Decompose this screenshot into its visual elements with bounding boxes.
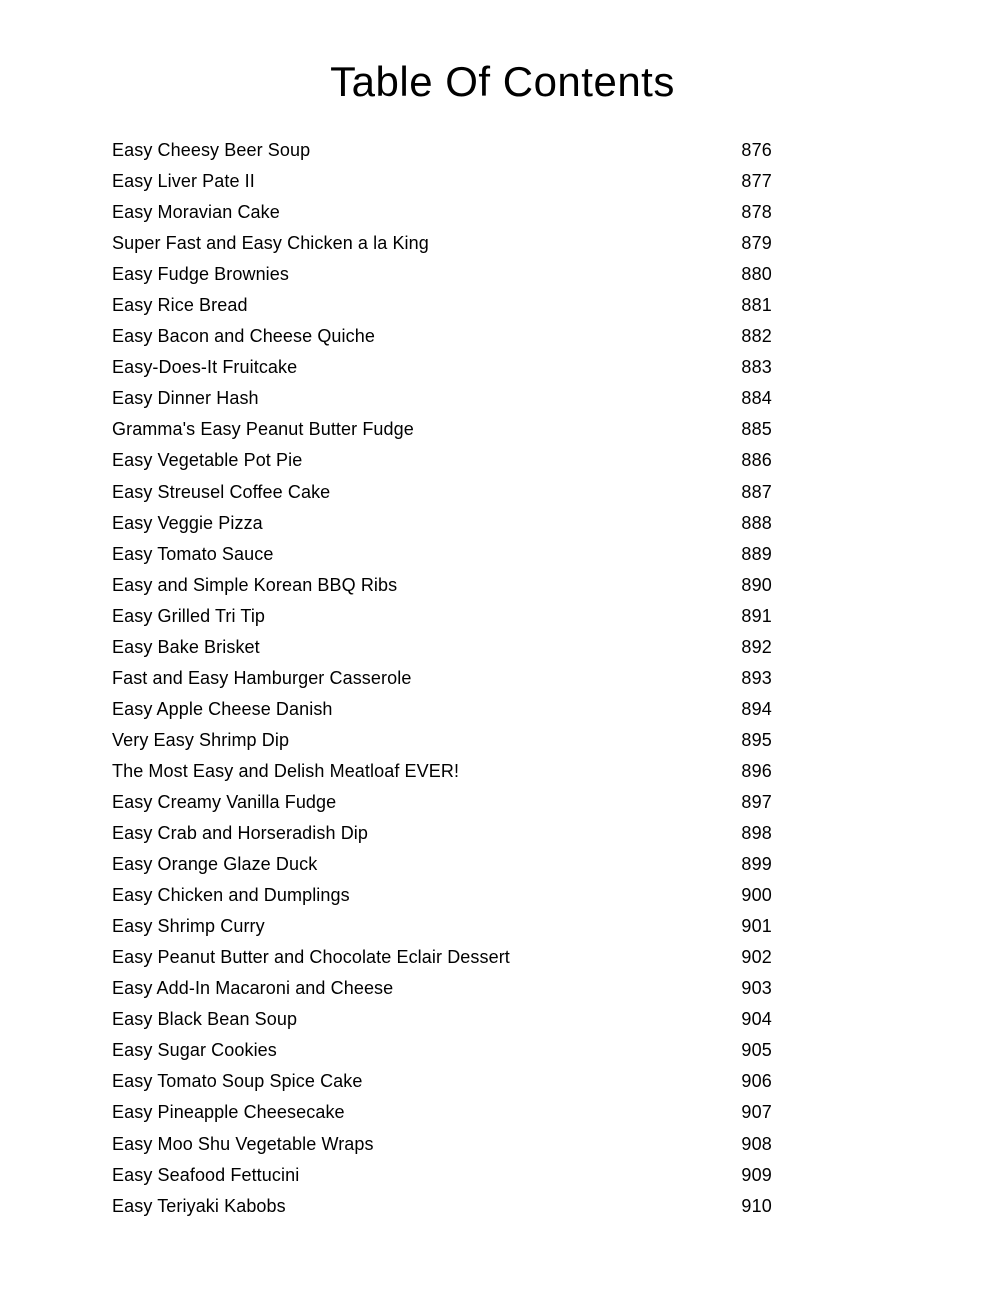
- toc-entry-page: 876: [741, 140, 772, 160]
- toc-entry-page: 886: [741, 450, 772, 471]
- toc-row: [112, 1035, 772, 1066]
- toc-entry-title: Easy Peanut Butter and Chocolate Eclair Dessert: [112, 947, 510, 968]
- toc-entry-title: Easy Fudge Brownies: [112, 264, 289, 285]
- toc-row: [112, 787, 772, 818]
- toc-entry-title: Easy Black Bean Soup: [112, 1009, 298, 1030]
- toc-entry-page: 880: [741, 264, 772, 285]
- toc-row: [112, 818, 772, 849]
- toc-row: [112, 663, 772, 694]
- toc-entry-page: 900: [741, 885, 772, 906]
- toc-row: [112, 1160, 772, 1191]
- toc-row: [112, 1191, 772, 1222]
- toc-entry-title: Easy Pineapple Cheesecake: [112, 1102, 345, 1123]
- toc-entry-title: Easy Shrimp Curry: [112, 916, 265, 937]
- toc-row: [112, 477, 772, 508]
- toc-row: [112, 632, 772, 663]
- toc-row: [112, 197, 772, 228]
- toc-entry-title: Very Easy Shrimp Dip: [112, 729, 290, 750]
- toc-row: [112, 756, 772, 787]
- toc-entry-page: 904: [741, 1009, 772, 1030]
- toc-entry-title: Easy-Does-It Fruitcake: [112, 357, 298, 378]
- toc-entry-page: 891: [741, 605, 772, 626]
- toc-entry-page: 906: [741, 1071, 772, 1092]
- toc-entry-page: 907: [741, 1102, 772, 1123]
- toc-entry-page: 890: [741, 574, 772, 595]
- toc-entry-title: Easy Orange Glaze Duck: [112, 854, 318, 875]
- toc-row: [112, 135, 772, 166]
- toc-row: [112, 1066, 772, 1097]
- toc-entry-page: 879: [741, 233, 772, 254]
- toc-entry-page: 901: [741, 916, 772, 937]
- toc-entry-page: 881: [741, 295, 772, 316]
- toc-entry-title: Fast and Easy Hamburger Casserole: [112, 667, 412, 688]
- toc-row: [112, 849, 772, 880]
- toc-entry-page: 885: [741, 419, 772, 440]
- toc-entry-page: 897: [741, 791, 772, 812]
- toc-entry-title: Easy Cheesy Beer Soup: [112, 140, 311, 160]
- toc-entry-title: Easy Liver Pate II: [112, 171, 255, 192]
- toc-entry-page: 894: [741, 698, 772, 719]
- toc-row: [112, 445, 772, 476]
- toc-row: [112, 725, 772, 756]
- toc-entry-page: 878: [741, 202, 772, 223]
- toc-entry-page: 884: [741, 388, 772, 409]
- toc-entry-title: Easy Bake Brisket: [112, 636, 260, 657]
- toc-entry-title: Easy Rice Bread: [112, 295, 248, 316]
- toc-row: [112, 383, 772, 414]
- toc-row: [112, 1097, 772, 1128]
- table-of-contents-list: [112, 135, 772, 1222]
- toc-row: [112, 290, 772, 321]
- toc-entry-title: Easy and Simple Korean BBQ Ribs: [112, 574, 398, 595]
- toc-row: [112, 166, 772, 197]
- toc-row: [112, 942, 772, 973]
- toc-entry-title: Easy Moo Shu Vegetable Wraps: [112, 1133, 374, 1154]
- toc-entry-page: 898: [741, 823, 772, 844]
- toc-row: [112, 694, 772, 725]
- toc-row: [112, 259, 772, 290]
- toc-entry-title: Gramma's Easy Peanut Butter Fudge: [112, 419, 414, 440]
- toc-entry-page: 893: [741, 667, 772, 688]
- toc-entry-page: 883: [741, 357, 772, 378]
- toc-entry-page: 899: [741, 854, 772, 875]
- toc-row: [112, 973, 772, 1004]
- toc-entry-title: Easy Sugar Cookies: [112, 1040, 277, 1061]
- toc-entry-title: Easy Tomato Sauce: [112, 543, 274, 564]
- toc-entry-page: 903: [741, 978, 772, 999]
- toc-row: [112, 1004, 772, 1035]
- toc-row: [112, 508, 772, 539]
- toc-row: [112, 228, 772, 259]
- toc-entry-page: 909: [741, 1164, 772, 1185]
- toc-entry-page: 887: [741, 481, 772, 502]
- toc-entry-title: Easy Grilled Tri Tip: [112, 605, 266, 626]
- toc-entry-page: 892: [741, 636, 772, 657]
- toc-row: [112, 911, 772, 942]
- toc-entry-title: Easy Streusel Coffee Cake: [112, 481, 331, 502]
- toc-entry-page: 888: [741, 512, 772, 533]
- toc-row: [112, 601, 772, 632]
- toc-row: [112, 880, 772, 911]
- toc-entry-page: 895: [741, 729, 772, 750]
- toc-entry-page: 905: [741, 1040, 772, 1061]
- toc-entry-page: 896: [741, 760, 772, 781]
- toc-entry-title: Easy Crab and Horseradish Dip: [112, 823, 369, 844]
- toc-entry-title: Easy Teriyaki Kabobs: [112, 1195, 286, 1216]
- toc-row: [112, 570, 772, 601]
- page-title: Table Of Contents: [330, 58, 675, 105]
- toc-entry-page: 902: [741, 947, 772, 968]
- toc-entry-title: Easy Chicken and Dumplings: [112, 885, 350, 906]
- toc-row: [112, 539, 772, 570]
- toc-row: [112, 352, 772, 383]
- toc-entry-title: Easy Moravian Cake: [112, 202, 280, 223]
- toc-entry-title: Easy Apple Cheese Danish: [112, 698, 333, 719]
- toc-entry-title: Easy Seafood Fettucini: [112, 1164, 300, 1185]
- toc-entry-title: Easy Bacon and Cheese Quiche: [112, 326, 375, 347]
- toc-row: [112, 414, 772, 445]
- toc-entry-title: Easy Dinner Hash: [112, 388, 259, 409]
- toc-entry-title: Easy Add-In Macaroni and Cheese: [112, 978, 394, 999]
- toc-entry-page: 889: [741, 543, 772, 564]
- toc-entry-title: Easy Veggie Pizza: [112, 512, 263, 533]
- toc-row: [112, 321, 772, 352]
- toc-entry-page: 882: [741, 326, 772, 347]
- toc-entry-page: 908: [741, 1133, 772, 1154]
- toc-entry-page: 877: [741, 171, 772, 192]
- toc-entry-title: Easy Creamy Vanilla Fudge: [112, 791, 337, 812]
- toc-entry-title: The Most Easy and Delish Meatloaf EVER!: [112, 760, 460, 781]
- toc-entry-title: Easy Tomato Soup Spice Cake: [112, 1071, 363, 1092]
- toc-row: [112, 1129, 772, 1160]
- toc-entry-page: 910: [741, 1195, 772, 1216]
- toc-entry-title: Easy Vegetable Pot Pie: [112, 450, 303, 471]
- toc-entry-title: Super Fast and Easy Chicken a la King: [112, 233, 429, 254]
